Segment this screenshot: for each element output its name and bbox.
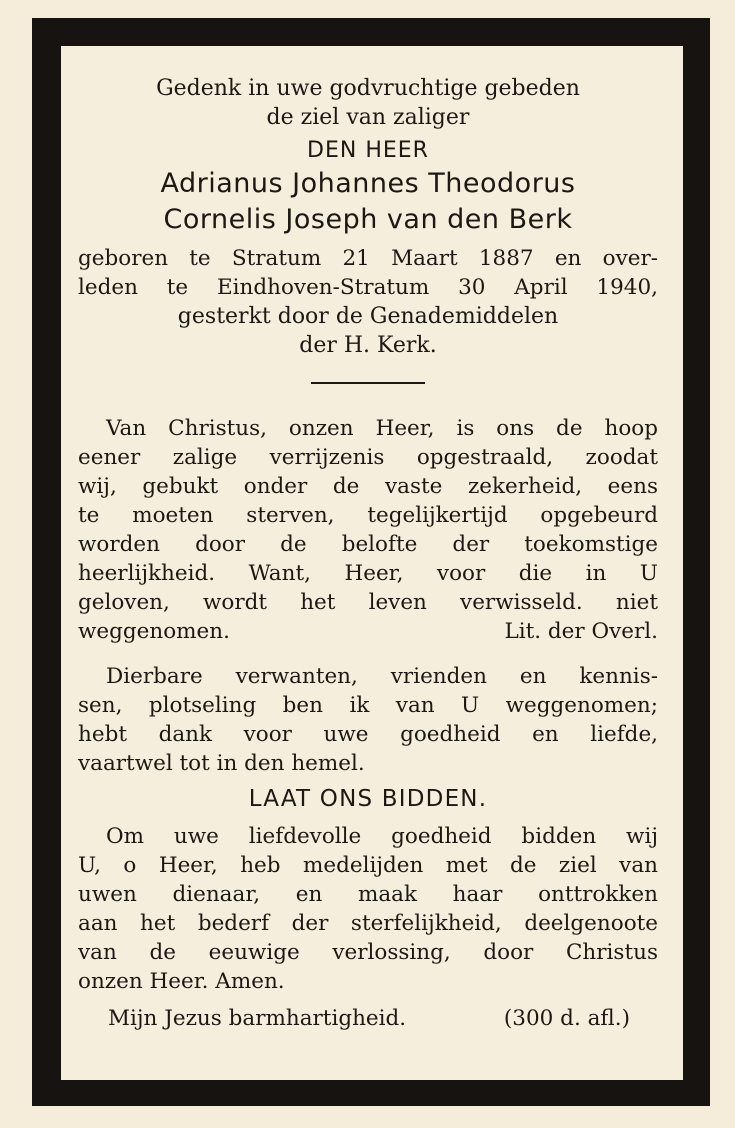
honorific-title: DEN HEER	[307, 138, 429, 163]
prayer-text	[78, 822, 658, 996]
biography-line: geboren te Stratum 21 Maart 1887 en over-	[78, 246, 658, 271]
farewell-line: hebt dank voor uwe goedheid en liefde,	[78, 722, 658, 747]
prayer-line: U, o Heer, heb medelijden met de ziel van	[78, 853, 658, 878]
prayer-line: onzen Heer. Amen.	[78, 969, 285, 994]
farewell-line: sen, plotseling ben ik van U weggenomen;	[78, 693, 658, 718]
quote-line: worden door de belofte der toekomstige	[78, 532, 658, 557]
biography-line: leden te Eindhoven-Stratum 30 April 1940,	[78, 275, 658, 300]
quote-last-line	[78, 617, 658, 646]
quote-line: wij, gebukt onder de vaste zekerheid, eens	[78, 474, 658, 499]
prayer-line: uwen dienaar, en maak haar onttrokken	[78, 882, 658, 907]
quote-attribution: Lit. der Overl.	[504, 619, 658, 644]
farewell-line: vaartwel tot in den hemel.	[78, 751, 365, 776]
intro-line-2: de ziel van zaliger	[266, 105, 470, 130]
quote-line: heerlijkheid. Want, Heer, voor die in U	[78, 561, 658, 586]
divider-rule	[311, 382, 425, 384]
prayer-line: aan het bederf der sterfelijkheid, deelgenoote	[78, 911, 658, 936]
quote-line: eener zalige verrijzenis opgestraald, zoodat	[78, 445, 658, 470]
prayer-line: Om uwe liefdevolle goedheid bidden wij	[106, 824, 658, 849]
card-content	[78, 74, 658, 1033]
deceased-name-line-2: Cornelis Joseph van den Berk	[163, 204, 573, 235]
quote-line: Van Christus, onzen Heer, is ons de hoop	[106, 416, 658, 441]
deceased-name-line-1: Adrianus Johannes Theodorus	[160, 168, 576, 199]
biography-line: der H. Kerk.	[299, 333, 437, 358]
farewell-line: Dierbare verwanten, vrienden en kennis-	[106, 664, 658, 689]
intro-line-1: Gedenk in uwe godvruchtige gebeden	[156, 76, 580, 101]
biography-block	[78, 244, 658, 360]
biography-line: gesterkt door de Genademiddelen	[177, 304, 559, 329]
prayer-line: van de eeuwige verlossing, door Christus	[78, 940, 658, 965]
scripture-quote	[78, 414, 658, 646]
ejaculation-prayer: Mijn Jezus barmhartigheid.	[108, 1006, 407, 1031]
indulgence-footer	[78, 1004, 658, 1033]
prayer-title: LAAT ONS BIDDEN.	[248, 786, 488, 812]
quote-last-word: weggenomen.	[78, 619, 230, 644]
quote-line: geloven, wordt het leven verwisseld. niet	[78, 590, 658, 615]
indulgence-note: (300 d. afl.)	[503, 1006, 630, 1031]
farewell-message	[78, 662, 658, 778]
quote-line: te moeten sterven, tegelijkertijd opgebeurd	[78, 503, 658, 528]
